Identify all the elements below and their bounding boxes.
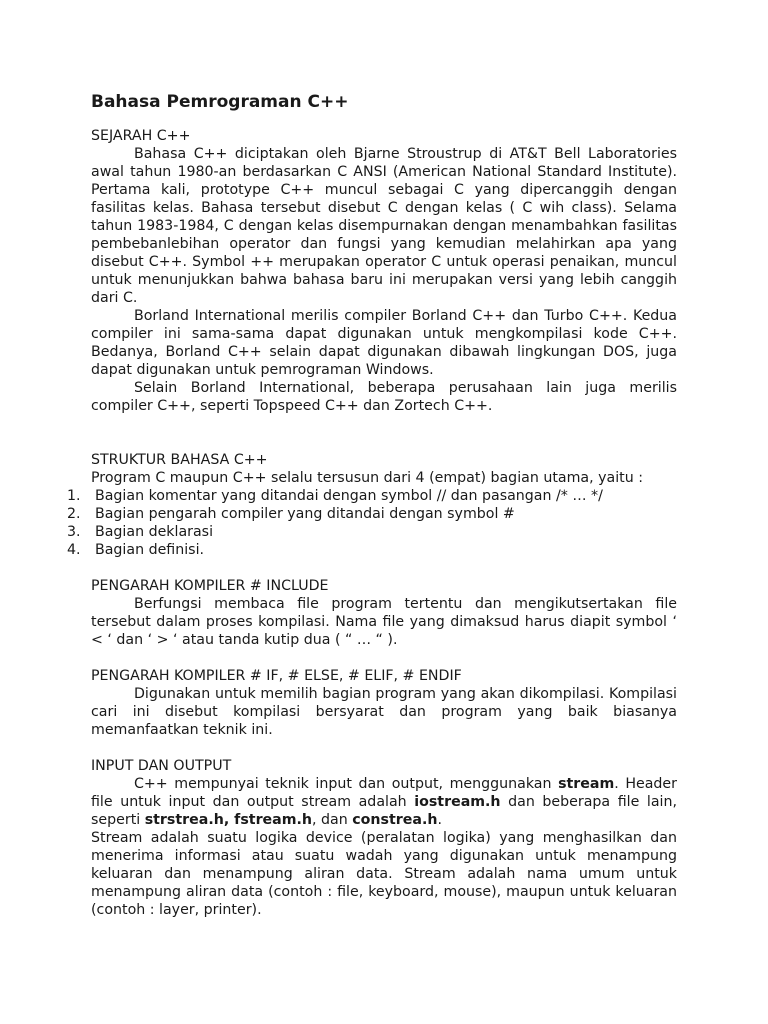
keyword-strstrea-fstream: strstrea.h, fstream.h xyxy=(144,812,313,828)
paragraph: Stream adalah suatu logika device (peralatan logika) yang menghasilkan dan menerima informasi atau suatu wadah yang digunakan untuk menampung keluaran dan menampung aliran data. Stream adalah nama umum untuk menampung aliran data (contoh : file, keyboard, mouse), maupun untuk keluaran (contoh : layer, printer). xyxy=(91,830,677,918)
keyword-constrea: constrea.h xyxy=(352,812,438,828)
structure-list xyxy=(67,487,677,559)
text-run: C++ mempunyai teknik input dan output, menggunakan xyxy=(134,776,559,792)
document-body xyxy=(67,91,677,919)
list-number: 2. xyxy=(67,506,81,522)
list-item xyxy=(67,523,677,541)
section-heading-io: INPUT DAN OUTPUT xyxy=(91,758,232,774)
list-number: 1. xyxy=(67,488,81,504)
paragraph: Bahasa C++ diciptakan oleh Bjarne Stroustrup di AT&T Bell Laboratories awal tahun 1980-an berdasarkan C ANSI (American National Standard Institute). Pertama kali, prototype C++ muncul sebagai C yang dipercanggih dengan fasilitas kelas. Bahasa tersebut disebut C dengan kelas ( C wih class). Selama tahun 1983-1984, C dengan kelas disempurnakan dengan menambahkan fasilitas pembebanlebihan operator dan fungsi yang kemudian melahirkan apa yang disebut C++. Symbol ++ merupakan operator C untuk operasi penaikan, muncul untuk menunjukkan bahwa bahasa baru ini merupakan versi yang lebih canggih dari C. xyxy=(91,146,677,306)
list-text: Bagian deklarasi xyxy=(95,524,214,540)
spacer xyxy=(91,559,677,577)
text-run: . Header file untuk input dan output stream adalah xyxy=(91,776,677,810)
list-text: Bagian definisi. xyxy=(95,542,205,558)
paragraph: Digunakan untuk memilih bagian program yang akan dikompilasi. Kompilasi cari ini disebut kompilasi bersyarat dan program yang baik biasanya memanfaatkan teknik ini. xyxy=(91,686,677,738)
paragraph: Berfungsi membaca file program tertentu dan mengikutsertakan file tersebut dalam proses kompilasi. Nama file yang dimaksud harus diapit symbol ‘ < ‘ dan ‘ > ‘ atau tanda kutip dua ( “ … “ ). xyxy=(91,596,677,648)
text-run: , dan xyxy=(312,812,353,828)
section-heading-struktur: STRUKTUR BAHASA C++ xyxy=(91,452,268,468)
keyword-iostream: iostream.h xyxy=(414,794,501,810)
spacer xyxy=(91,415,677,451)
document-title: Bahasa Pemrograman C++ xyxy=(91,92,349,112)
spacer xyxy=(91,649,677,667)
text-run: dan beberapa file lain, seperti xyxy=(91,794,677,828)
list-item xyxy=(67,541,677,559)
paragraph: Program C maupun C++ selalu tersusun dari 4 (empat) bagian utama, yaitu : xyxy=(91,470,643,486)
list-text: Bagian pengarah compiler yang ditandai dengan symbol # xyxy=(95,506,515,522)
section-heading-include: PENGARAH KOMPILER # INCLUDE xyxy=(91,578,329,594)
spacer xyxy=(91,739,677,757)
list-item xyxy=(67,487,677,505)
section-heading-if: PENGARAH KOMPILER # IF, # ELSE, # ELIF, # ENDIF xyxy=(91,668,462,684)
keyword-stream: stream xyxy=(558,776,615,792)
list-item xyxy=(67,505,677,523)
paragraph: Borland International merilis compiler Borland C++ dan Turbo C++. Kedua compiler ini sama-sama dapat digunakan untuk mengkompilasi kode C++. Bedanya, Borland C++ selain dapat digunakan dibawah lingkungan DOS, juga dapat digunakan untuk pemrograman Windows. xyxy=(91,308,677,378)
list-number: 3. xyxy=(67,524,81,540)
list-text: Bagian komentar yang ditandai dengan symbol // dan pasangan /* … */ xyxy=(95,488,603,504)
list-number: 4. xyxy=(67,542,81,558)
paragraph xyxy=(91,775,677,829)
text-run: . xyxy=(437,812,442,828)
section-heading-sejarah: SEJARAH C++ xyxy=(91,128,191,144)
paragraph: Selain Borland International, beberapa perusahaan lain juga merilis compiler C++, seperti Topspeed C++ dan Zortech C++. xyxy=(91,380,677,414)
